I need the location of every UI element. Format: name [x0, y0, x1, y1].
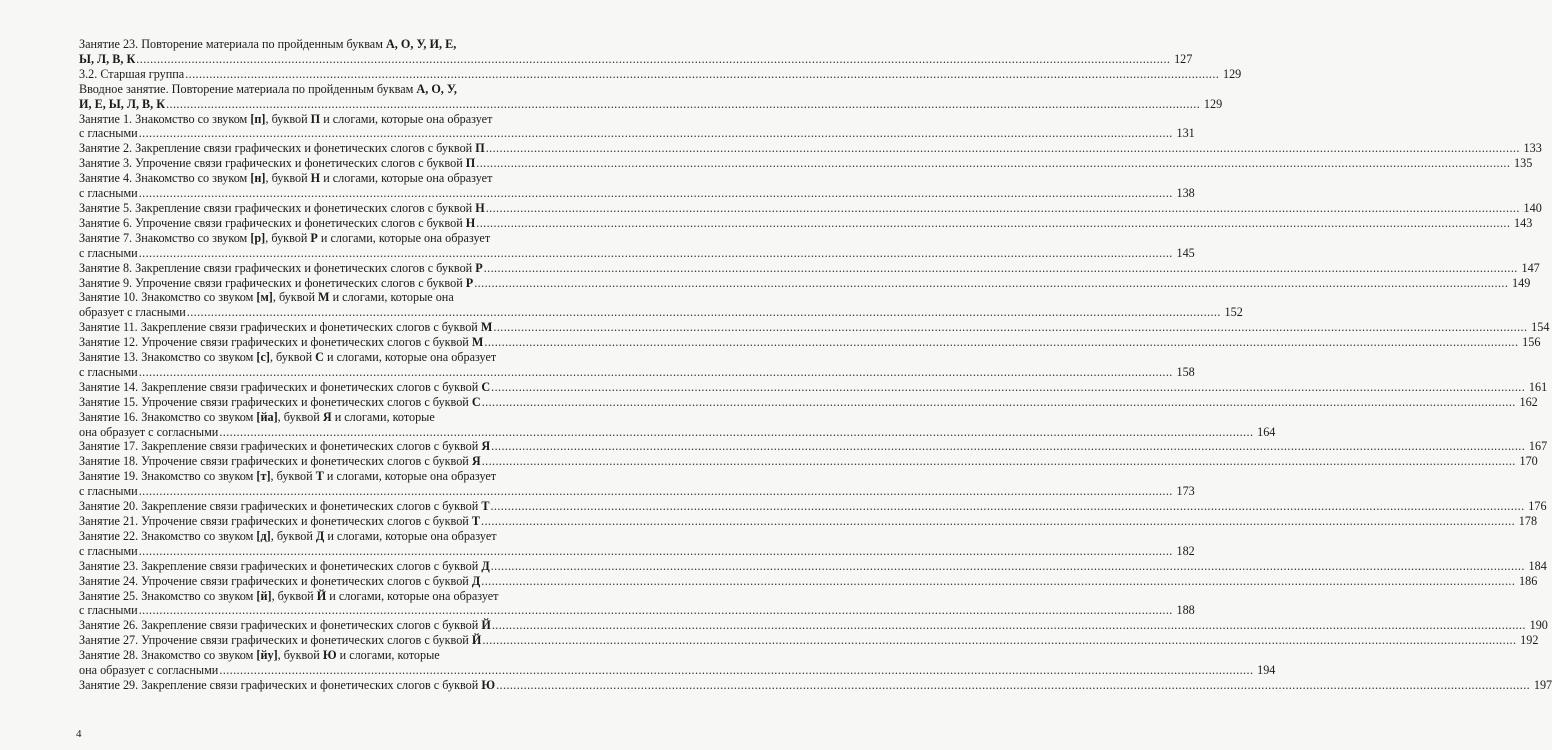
toc-entry-text: Занятие 21. Упрочение связи графических и фонетических слогов с буквой Т [79, 514, 481, 528]
toc-entry [79, 350, 1195, 380]
toc-entry [79, 379, 1548, 395]
toc-entry-line [79, 37, 525, 52]
toc-page-number: 127 [1174, 51, 1193, 66]
toc-entry-text: И, Е, Ы, Л, В, К [79, 96, 166, 111]
toc-entry-text: она образует с согласными [79, 424, 219, 439]
toc-page-number: 147 [1521, 260, 1540, 275]
toc-entry-text: Занятие 25. Знакомство со звуком [й], буквой Й и слогами, которые она образует [79, 588, 499, 603]
toc-entry-text: с гласными [79, 126, 138, 141]
toc-entry-line [79, 484, 1195, 499]
toc-entry-text: Занятие 4. Знакомство со звуком [н], буквой Н и слогами, которые она образует [79, 171, 493, 186]
dot-leader: ............................................................................................................................................................................................................................................................................................................ [138, 245, 1173, 260]
toc-entry [79, 394, 1538, 410]
toc-entry-line [79, 677, 1552, 693]
toc-page-number: 182 [1176, 543, 1195, 558]
toc-entry-line [79, 603, 1195, 618]
toc-entry-line [79, 186, 1195, 201]
toc-entry-line [79, 112, 525, 127]
toc-entry-text: Занятие 26. Закрепление связи графических и фонетических слогов с буквой Й [79, 618, 491, 633]
dot-leader: ............................................................................................................................................................................................................................................................................................................ [482, 633, 1517, 648]
toc-entry [79, 66, 1242, 82]
toc-entry [79, 290, 1243, 320]
toc-entry-line [79, 663, 1276, 678]
toc-entry-line [79, 648, 525, 663]
toc-entry-line [79, 96, 1223, 112]
toc-entry-line [79, 200, 1542, 216]
toc-page-number: 173 [1176, 484, 1195, 499]
toc-entry [79, 81, 1223, 112]
toc-entry-line [79, 156, 1533, 171]
toc-page-number: 143 [1514, 215, 1533, 230]
dot-leader: ............................................................................................................................................................................................................................................................................................................ [138, 364, 1173, 379]
toc-entry [79, 439, 1548, 454]
toc-entry-text: Ы, Л, В, К [79, 51, 136, 66]
toc-entry [79, 275, 1531, 291]
dot-leader: ............................................................................................................................................................................................................................................................................................................ [136, 51, 1171, 66]
toc-page-number: 129 [1203, 96, 1223, 111]
toc-entry [79, 320, 1550, 335]
toc-entry-line [79, 320, 1550, 335]
toc-entry [79, 409, 1276, 440]
toc-page-number: 156 [1522, 335, 1541, 350]
toc-page-number: 133 [1523, 141, 1542, 156]
toc-entry-text: образует с гласными [79, 305, 186, 320]
toc-entry-text: Занятие 23. Повторение материала по пройденным буквам А, О, У, И, Е, [79, 37, 457, 51]
dot-leader: ............................................................................................................................................................................................................................................................................................................ [219, 663, 1254, 678]
toc-entry-line [79, 410, 525, 425]
toc-entry [79, 618, 1548, 633]
toc-entry-line [79, 51, 1193, 67]
toc-entry-text: Занятие 8. Закрепление связи графических и фонетических слогов с буквой Р [79, 260, 483, 275]
toc-entry-text: Занятие 27. Упрочение связи графических и фонетических слогов с буквой Й [79, 633, 482, 648]
toc-entry-text: с гласными [79, 484, 138, 499]
toc-entry-text: с гласными [79, 543, 138, 558]
dot-leader: ............................................................................................................................................................................................................................................................................................................ [484, 335, 1519, 350]
toc-entry-text: Занятие 14. Закрепление связи графических и фонетических слогов с буквой С [79, 379, 491, 394]
toc-entry [79, 514, 1538, 529]
toc-entry-line [79, 573, 1538, 589]
toc-page-number: 145 [1176, 245, 1195, 260]
dot-leader: ............................................................................................................................................................................................................................................................................................................ [491, 439, 1526, 454]
toc-entry-line [79, 424, 1276, 440]
toc-page-number: 178 [1518, 514, 1538, 528]
dot-leader: ............................................................................................................................................................................................................................................................................................................ [491, 379, 1526, 394]
toc-page-number: 190 [1529, 618, 1548, 633]
toc-page-number: 164 [1257, 424, 1276, 439]
toc-entry-text: Занятие 17. Закрепление связи графических и фонетических слогов с буквой Я [79, 439, 491, 454]
toc-entry-text: Занятие 29. Закрепление связи графических и фонетических слогов с буквой Ю [79, 677, 496, 692]
toc-entry-text: с гласными [79, 245, 138, 260]
toc-entry-text: Занятие 18. Упрочение связи графических и фонетических слогов с буквой Я [79, 454, 481, 469]
toc-entry-line [79, 290, 525, 305]
toc-entry-line [79, 171, 525, 186]
toc-entry-text: Занятие 16. Знакомство со звуком [йа], буквой Я и слогами, которые [79, 409, 435, 424]
toc-entry [79, 111, 1195, 142]
toc-entry-line [79, 245, 1195, 261]
toc-entry-text: Занятие 15. Упрочение связи графических и фонетических слогов с буквой С [79, 394, 481, 409]
toc-entry-text: Вводное занятие. Повторение материала по пройденным буквам А, О, У, [79, 81, 457, 96]
toc-entry-line [79, 589, 525, 604]
toc-entry [79, 573, 1538, 589]
toc-page-number: 197 [1533, 677, 1552, 692]
dot-leader: ............................................................................................................................................................................................................................................................................................................ [186, 305, 1221, 320]
toc-entry [79, 648, 1276, 678]
toc-entry-text: Занятие 13. Знакомство со звуком [с], буквой С и слогами, которые она образует [79, 350, 497, 365]
toc-page-number: 140 [1523, 200, 1542, 215]
dot-leader: ............................................................................................................................................................................................................................................................................................................ [483, 260, 1518, 275]
toc-entry [79, 37, 1193, 67]
toc-entry [79, 230, 1195, 261]
toc-page-number: 154 [1531, 320, 1550, 335]
toc-page-number: 138 [1176, 186, 1195, 201]
toc-entry [79, 200, 1542, 216]
toc-entry-line [79, 529, 525, 544]
toc-entry-line [79, 231, 525, 246]
dot-leader: ............................................................................................................................................................................................................................................................................................................ [138, 484, 1173, 499]
dot-leader: ............................................................................................................................................................................................................................................................................................................ [496, 677, 1531, 692]
toc-entry-text: Занятие 22. Знакомство со звуком [д], буквой Д и слогами, которые она образует [79, 528, 497, 543]
toc-entry-text: 3.2. Старшая группа [79, 66, 185, 81]
toc-page-number: 194 [1257, 663, 1276, 678]
dot-leader: ............................................................................................................................................................................................................................................................................................................ [490, 499, 1525, 514]
toc-entry-text: Занятие 7. Знакомство со звуком [р], буквой Р и слогами, которые она образует [79, 230, 491, 245]
toc-entry-text: Занятие 12. Упрочение связи графических и фонетических слогов с буквой М [79, 335, 484, 350]
toc-entry [79, 558, 1547, 574]
toc-page-number: 152 [1224, 305, 1243, 320]
dot-leader: ............................................................................................................................................................................................................................................................................................................ [474, 275, 1509, 290]
toc-entry-text: Занятие 23. Закрепление связи графических и фонетических слогов с буквой Д [79, 558, 490, 573]
dot-leader: ............................................................................................................................................................................................................................................................................................................ [185, 66, 1220, 81]
toc-entry-text: Занятие 6. Упрочение связи графических и фонетических слогов с буквой Н [79, 215, 476, 230]
dot-leader: ............................................................................................................................................................................................................................................................................................................ [481, 454, 1516, 469]
toc-entry-line [79, 543, 1195, 559]
toc-entry [79, 528, 1195, 559]
toc-page-number: 162 [1519, 394, 1538, 409]
dot-leader: ............................................................................................................................................................................................................................................................................................................ [493, 320, 1528, 335]
toc-entry-text: Занятие 9. Упрочение связи графических и фонетических слогов с буквой Р [79, 275, 474, 290]
toc-page-number: 186 [1519, 573, 1538, 588]
toc-entry-text: Занятие 10. Знакомство со звуком [м], буквой М и слогами, которые она [79, 290, 454, 305]
toc-entry-line [79, 394, 1538, 410]
toc-entry [79, 141, 1542, 156]
toc-page-number: 167 [1528, 439, 1548, 454]
toc-entry-line [79, 379, 1548, 395]
toc-entry [79, 171, 1195, 201]
toc-entry-line [79, 633, 1539, 648]
toc-entry [79, 335, 1541, 350]
dot-leader: ............................................................................................................................................................................................................................................................................................................ [138, 126, 1173, 141]
dot-leader: ............................................................................................................................................................................................................................................................................................................ [490, 558, 1525, 573]
dot-leader: ............................................................................................................................................................................................................................................................................................................ [481, 514, 1516, 528]
toc-entry-text: Занятие 3. Упрочение связи графических и фонетических слогов с буквой П [79, 156, 476, 171]
toc-page-number: 161 [1528, 379, 1548, 394]
toc-entry-text: Занятие 5. Закрепление связи графических и фонетических слогов с буквой Н [79, 200, 485, 215]
toc-page-number: 158 [1176, 364, 1195, 379]
dot-leader: ............................................................................................................................................................................................................................................................................................................ [138, 543, 1173, 558]
toc-entry-line [79, 215, 1533, 231]
dot-leader: ............................................................................................................................................................................................................................................................................................................ [491, 618, 1526, 633]
toc-page-number: 170 [1519, 454, 1538, 469]
toc-entry-line [79, 350, 525, 365]
toc-entry-line [79, 260, 1540, 276]
toc-entry [79, 499, 1547, 514]
toc-entry [79, 588, 1195, 619]
page-number: 4 [76, 728, 82, 740]
toc-entry [79, 260, 1540, 276]
toc-entry-text: Занятие 20. Закрепление связи графических и фонетических слогов с буквой Т [79, 499, 490, 514]
toc-entry-text: с гласными [79, 364, 138, 379]
toc-entry-line [79, 335, 1541, 350]
toc-page-number: 184 [1528, 558, 1547, 573]
toc-entry-line [79, 364, 1195, 380]
toc-entry [79, 454, 1538, 469]
toc-entry [79, 633, 1539, 648]
toc-entry-text: с гласными [79, 603, 138, 618]
toc-page-number: 129 [1222, 66, 1242, 81]
table-of-contents [79, 37, 1552, 693]
dot-leader: ............................................................................................................................................................................................................................................................................................................ [481, 394, 1516, 409]
toc-entry-line [79, 618, 1548, 633]
toc-page-number: 131 [1176, 126, 1195, 141]
toc-entry-text: Занятие 19. Знакомство со звуком [т], буквой Т и слогами, которые она образует [79, 469, 497, 484]
dot-leader: ............................................................................................................................................................................................................................................................................................................ [138, 603, 1173, 618]
toc-entry-line [79, 66, 1242, 82]
toc-entry-text: Занятие 28. Знакомство со звуком [йу], буквой Ю и слогами, которые [79, 648, 440, 663]
toc-entry-line [79, 305, 1243, 320]
toc-entry-line [79, 141, 1542, 156]
dot-leader: ............................................................................................................................................................................................................................................................................................................ [481, 573, 1516, 588]
toc-entry-line [79, 82, 525, 97]
toc-entry-line [79, 514, 1538, 529]
toc-entry-line [79, 499, 1547, 514]
toc-entry-line [79, 439, 1548, 454]
dot-leader: ............................................................................................................................................................................................................................................................................................................ [219, 424, 1254, 439]
toc-entry [79, 156, 1533, 171]
toc-entry-line [79, 558, 1547, 574]
toc-entry-line [79, 275, 1531, 291]
toc-entry-text: Занятие 1. Знакомство со звуком [п], буквой П и слогами, которые она образует [79, 111, 493, 126]
toc-page-number: 176 [1528, 499, 1547, 514]
toc-entry-text: Занятие 2. Закрепление связи графических и фонетических слогов с буквой П [79, 141, 485, 156]
dot-leader: ............................................................................................................................................................................................................................................................................................................ [485, 141, 1520, 156]
dot-leader: ............................................................................................................................................................................................................................................................................................................ [166, 96, 1201, 111]
toc-entry-line [79, 126, 1195, 141]
toc-entry-text: она образует с согласными [79, 663, 219, 678]
toc-entry [79, 677, 1552, 693]
dot-leader: ............................................................................................................................................................................................................................................................................................................ [476, 156, 1511, 171]
toc-entry-text: с гласными [79, 186, 138, 201]
toc-page-number: 149 [1512, 275, 1531, 290]
toc-page-number: 192 [1520, 633, 1539, 648]
toc-page-number: 188 [1176, 603, 1195, 618]
toc-entry [79, 215, 1533, 231]
toc-page-number: 135 [1514, 156, 1533, 171]
toc-entry-line [79, 469, 525, 484]
dot-leader: ............................................................................................................................................................................................................................................................................................................ [476, 215, 1511, 230]
toc-entry-text: Занятие 11. Закрепление связи графических и фонетических слогов с буквой М [79, 320, 493, 335]
toc-entry-line [79, 454, 1538, 469]
toc-entry-text: Занятие 24. Упрочение связи графических и фонетических слогов с буквой Д [79, 573, 481, 588]
toc-entry [79, 469, 1195, 499]
dot-leader: ............................................................................................................................................................................................................................................................................................................ [138, 186, 1173, 201]
dot-leader: ............................................................................................................................................................................................................................................................................................................ [485, 200, 1520, 215]
